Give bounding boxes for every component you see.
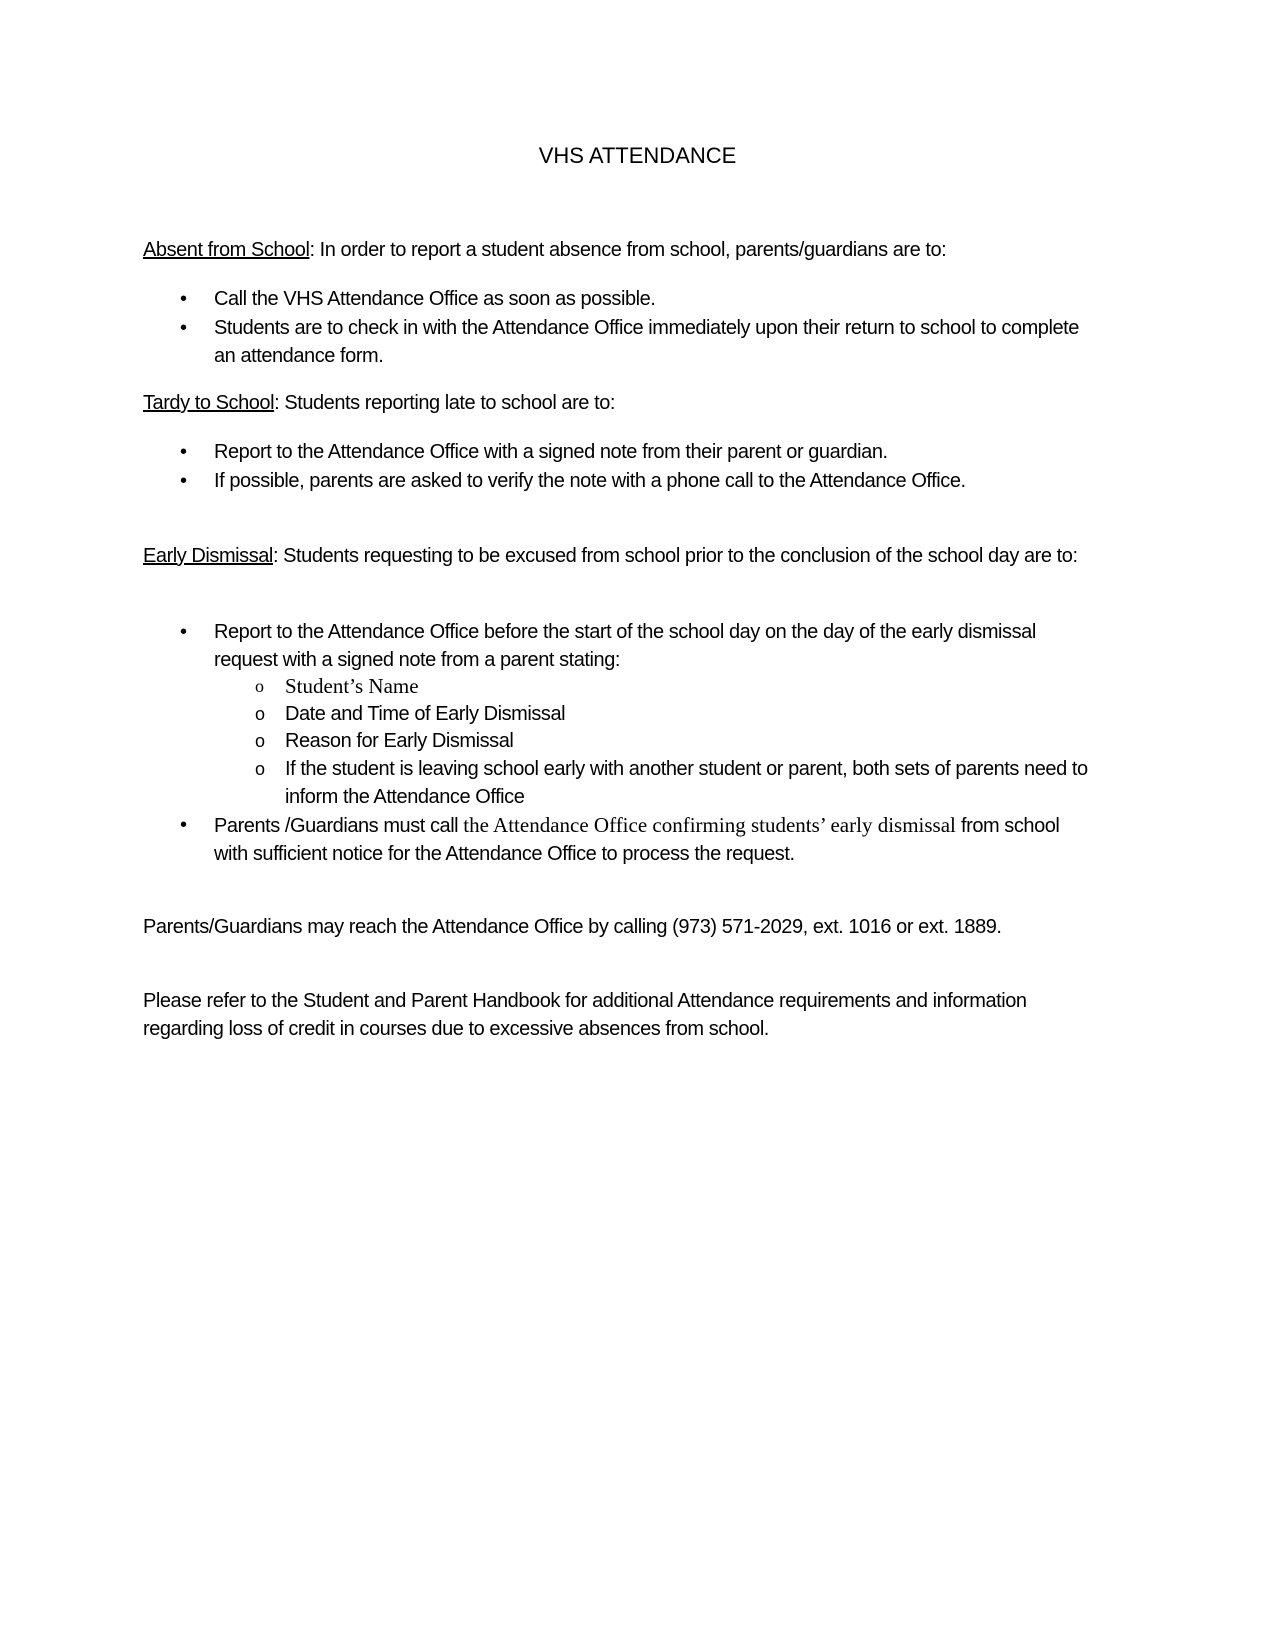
refer-paragraph: Please refer to the Student and Parent Handbook for additional Attendance requirements and information regarding loss of credit in courses due to excessive absences from school.	[143, 990, 1027, 1040]
text: from school with sufficient notice for the Attendance Office to process the request.	[214, 815, 1060, 865]
list-item: • If possible, parents are asked to verify the note with a phone call to the Attendance Office.	[214, 467, 1094, 495]
page-title: VHS ATTENDANCE	[538, 143, 737, 168]
list-item: • Students are to check in with the Attendance Office immediately upon their return to school to complete an attendance form.	[214, 314, 1094, 370]
absent-intro	[143, 236, 1083, 264]
list-item: • Call the VHS Attendance Office as soon as possible.	[214, 285, 1094, 313]
absent-heading: Absent from School	[143, 239, 310, 261]
sub-item: o Date and Time of Early Dismissal	[285, 700, 1105, 728]
text: the Attendance Office confirming students’ early dismissal	[463, 813, 956, 837]
absent-intro-text: : In order to report a student absence from school, parents/guardians are to:	[309, 239, 947, 261]
list-item: • Report to the Attendance Office with a signed note from their parent or guardian.	[214, 438, 1094, 466]
contact-paragraph: Parents/Guardians may reach the Attendance Office by calling (973) 571-2029, ext. 1016 or ext. 1889.	[143, 916, 1002, 938]
sub-item: o Reason for Early Dismissal	[285, 727, 1105, 755]
early-heading: Early Dismissal	[143, 545, 273, 567]
tardy-intro	[143, 389, 1083, 417]
list-item: • Report to the Attendance Office before the start of the school day on the day of the early dismissal request with a signed note from a parent stating:	[214, 618, 1094, 674]
sub-item: o Student’s Name	[285, 672, 1105, 700]
early-intro	[143, 542, 1083, 570]
text: Parents /Guardians must call	[214, 815, 464, 837]
list-item	[214, 811, 1094, 868]
tardy-heading: Tardy to School	[143, 392, 275, 414]
sub-item: o If the student is leaving school early with another student or parent, both sets of parents need to inform the Attendance Office	[285, 755, 1105, 811]
early-intro-text: : Students requesting to be excused from school prior to the conclusion of the school day are to:	[272, 545, 1078, 567]
tardy-intro-text: : Students reporting late to school are to:	[274, 392, 615, 414]
